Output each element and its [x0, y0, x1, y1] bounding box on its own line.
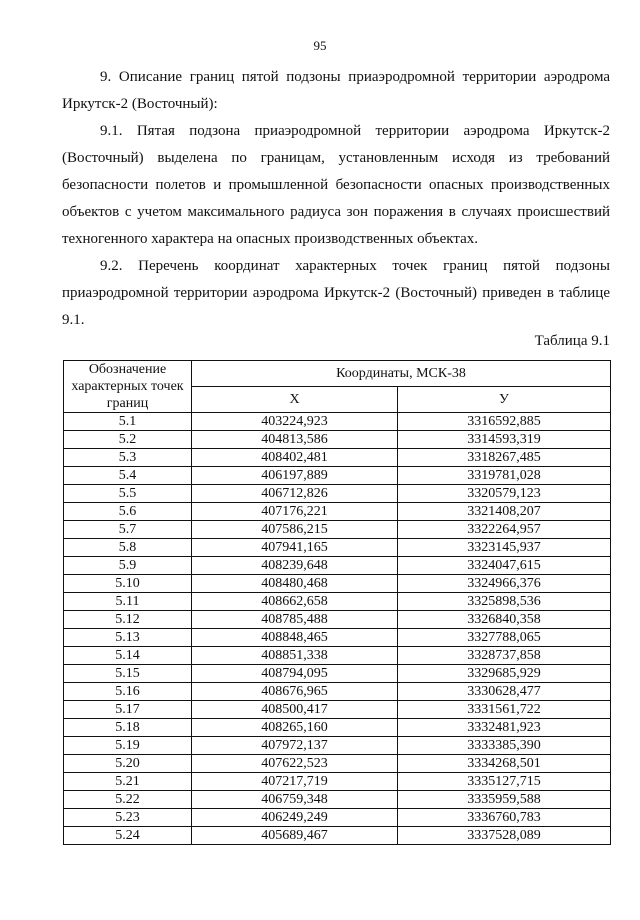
cell-x: 406712,826 — [192, 485, 398, 503]
table-row — [64, 755, 611, 773]
cell-point: 5.16 — [64, 683, 192, 701]
cell-point: 5.8 — [64, 539, 192, 557]
cell-point: 5.14 — [64, 647, 192, 665]
table-row — [64, 629, 611, 647]
table-row — [64, 719, 611, 737]
cell-x: 408676,965 — [192, 683, 398, 701]
table-row — [64, 791, 611, 809]
cell-point: 5.17 — [64, 701, 192, 719]
cell-x: 405689,467 — [192, 827, 398, 845]
table-row — [64, 827, 611, 845]
cell-x: 404813,586 — [192, 431, 398, 449]
cell-point: 5.4 — [64, 467, 192, 485]
cell-y: 3324966,376 — [398, 575, 611, 593]
table-row — [64, 521, 611, 539]
table-row — [64, 413, 611, 431]
cell-x: 407941,165 — [192, 539, 398, 557]
cell-x: 406249,249 — [192, 809, 398, 827]
table-row — [64, 431, 611, 449]
table-row — [64, 809, 611, 827]
cell-y: 3326840,358 — [398, 611, 611, 629]
cell-point: 5.18 — [64, 719, 192, 737]
table-row — [64, 593, 611, 611]
cell-y: 3314593,319 — [398, 431, 611, 449]
cell-point: 5.20 — [64, 755, 192, 773]
cell-x: 408848,465 — [192, 629, 398, 647]
table-row — [64, 611, 611, 629]
cell-point: 5.22 — [64, 791, 192, 809]
section-9-heading — [62, 64, 610, 118]
paragraph-9-1: 9.1. Пятая подзона приаэродромной территории аэродрома Иркутск-2 (Восточный) выделена по границам, установленным исходя из требований безопасности полетов и промышленной безопасности опасных производственных объектов с учетом максимального радиуса зон поражения в случаях происшествий техногенного характера на опасных производственных объектах. — [62, 123, 610, 247]
cell-y: 3334268,501 — [398, 755, 611, 773]
cell-y: 3319781,028 — [398, 467, 611, 485]
cell-y: 3329685,929 — [398, 665, 611, 683]
section-9-heading-line1: 9. Описание границ пятой подзоны приаэродромной территории аэродрома — [100, 69, 610, 85]
cell-x: 408794,095 — [192, 665, 398, 683]
cell-x: 407217,719 — [192, 773, 398, 791]
cell-point: 5.9 — [64, 557, 192, 575]
cell-x: 407622,523 — [192, 755, 398, 773]
cell-x: 406197,889 — [192, 467, 398, 485]
table-body — [64, 413, 611, 845]
table-row — [64, 449, 611, 467]
cell-point: 5.19 — [64, 737, 192, 755]
table-row — [64, 485, 611, 503]
header-coordinates: Координаты, МСК-38 — [192, 361, 611, 387]
cell-y: 3320579,123 — [398, 485, 611, 503]
table-row — [64, 503, 611, 521]
cell-y: 3322264,957 — [398, 521, 611, 539]
cell-x: 407972,137 — [192, 737, 398, 755]
cell-x: 407176,221 — [192, 503, 398, 521]
table-row — [64, 773, 611, 791]
cell-y: 3323145,937 — [398, 539, 611, 557]
cell-point: 5.24 — [64, 827, 192, 845]
cell-y: 3316592,885 — [398, 413, 611, 431]
cell-y: 3333385,390 — [398, 737, 611, 755]
table-row — [64, 539, 611, 557]
cell-point: 5.15 — [64, 665, 192, 683]
cell-y: 3336760,783 — [398, 809, 611, 827]
cell-y: 3321408,207 — [398, 503, 611, 521]
table-row — [64, 647, 611, 665]
cell-y: 3337528,089 — [398, 827, 611, 845]
cell-y: 3332481,923 — [398, 719, 611, 737]
cell-x: 403224,923 — [192, 413, 398, 431]
cell-point: 5.11 — [64, 593, 192, 611]
cell-point: 5.10 — [64, 575, 192, 593]
table-row — [64, 557, 611, 575]
cell-x: 408851,338 — [192, 647, 398, 665]
table-row — [64, 701, 611, 719]
cell-y: 3328737,858 — [398, 647, 611, 665]
cell-y: 3325898,536 — [398, 593, 611, 611]
header-y: У — [398, 387, 611, 413]
page-number: 95 — [313, 38, 327, 53]
cell-x: 407586,215 — [192, 521, 398, 539]
cell-point: 5.1 — [64, 413, 192, 431]
cell-point: 5.6 — [64, 503, 192, 521]
header-x: X — [192, 387, 398, 413]
cell-y: 3330628,477 — [398, 683, 611, 701]
table-row — [64, 575, 611, 593]
paragraph-9-2: 9.2. Перечень координат характерных точек границ пятой подзоны приаэродромной территории аэродрома Иркутск-2 (Восточный) приведен в таблице 9.1. — [62, 258, 610, 328]
cell-x: 408500,417 — [192, 701, 398, 719]
section-9-heading-line2: Иркутск-2 (Восточный): — [62, 96, 218, 112]
cell-x: 408785,488 — [192, 611, 398, 629]
cell-y: 3327788,065 — [398, 629, 611, 647]
cell-point: 5.5 — [64, 485, 192, 503]
table-caption: Таблица 9.1 — [534, 333, 610, 349]
coordinates-table — [63, 360, 611, 845]
cell-point: 5.21 — [64, 773, 192, 791]
cell-y: 3331561,722 — [398, 701, 611, 719]
table-row — [64, 683, 611, 701]
cell-x: 408402,481 — [192, 449, 398, 467]
cell-y: 3318267,485 — [398, 449, 611, 467]
table-row — [64, 467, 611, 485]
cell-y: 3335127,715 — [398, 773, 611, 791]
table-row — [64, 665, 611, 683]
cell-point: 5.12 — [64, 611, 192, 629]
cell-y: 3335959,588 — [398, 791, 611, 809]
cell-x: 408265,160 — [192, 719, 398, 737]
cell-y: 3324047,615 — [398, 557, 611, 575]
cell-point: 5.13 — [64, 629, 192, 647]
cell-point: 5.7 — [64, 521, 192, 539]
table-row — [64, 737, 611, 755]
cell-x: 408480,468 — [192, 575, 398, 593]
header-point-designation: Обозначение характерных точек границ — [64, 361, 192, 413]
cell-point: 5.2 — [64, 431, 192, 449]
cell-x: 406759,348 — [192, 791, 398, 809]
cell-point: 5.3 — [64, 449, 192, 467]
cell-point: 5.23 — [64, 809, 192, 827]
cell-x: 408239,648 — [192, 557, 398, 575]
cell-x: 408662,658 — [192, 593, 398, 611]
